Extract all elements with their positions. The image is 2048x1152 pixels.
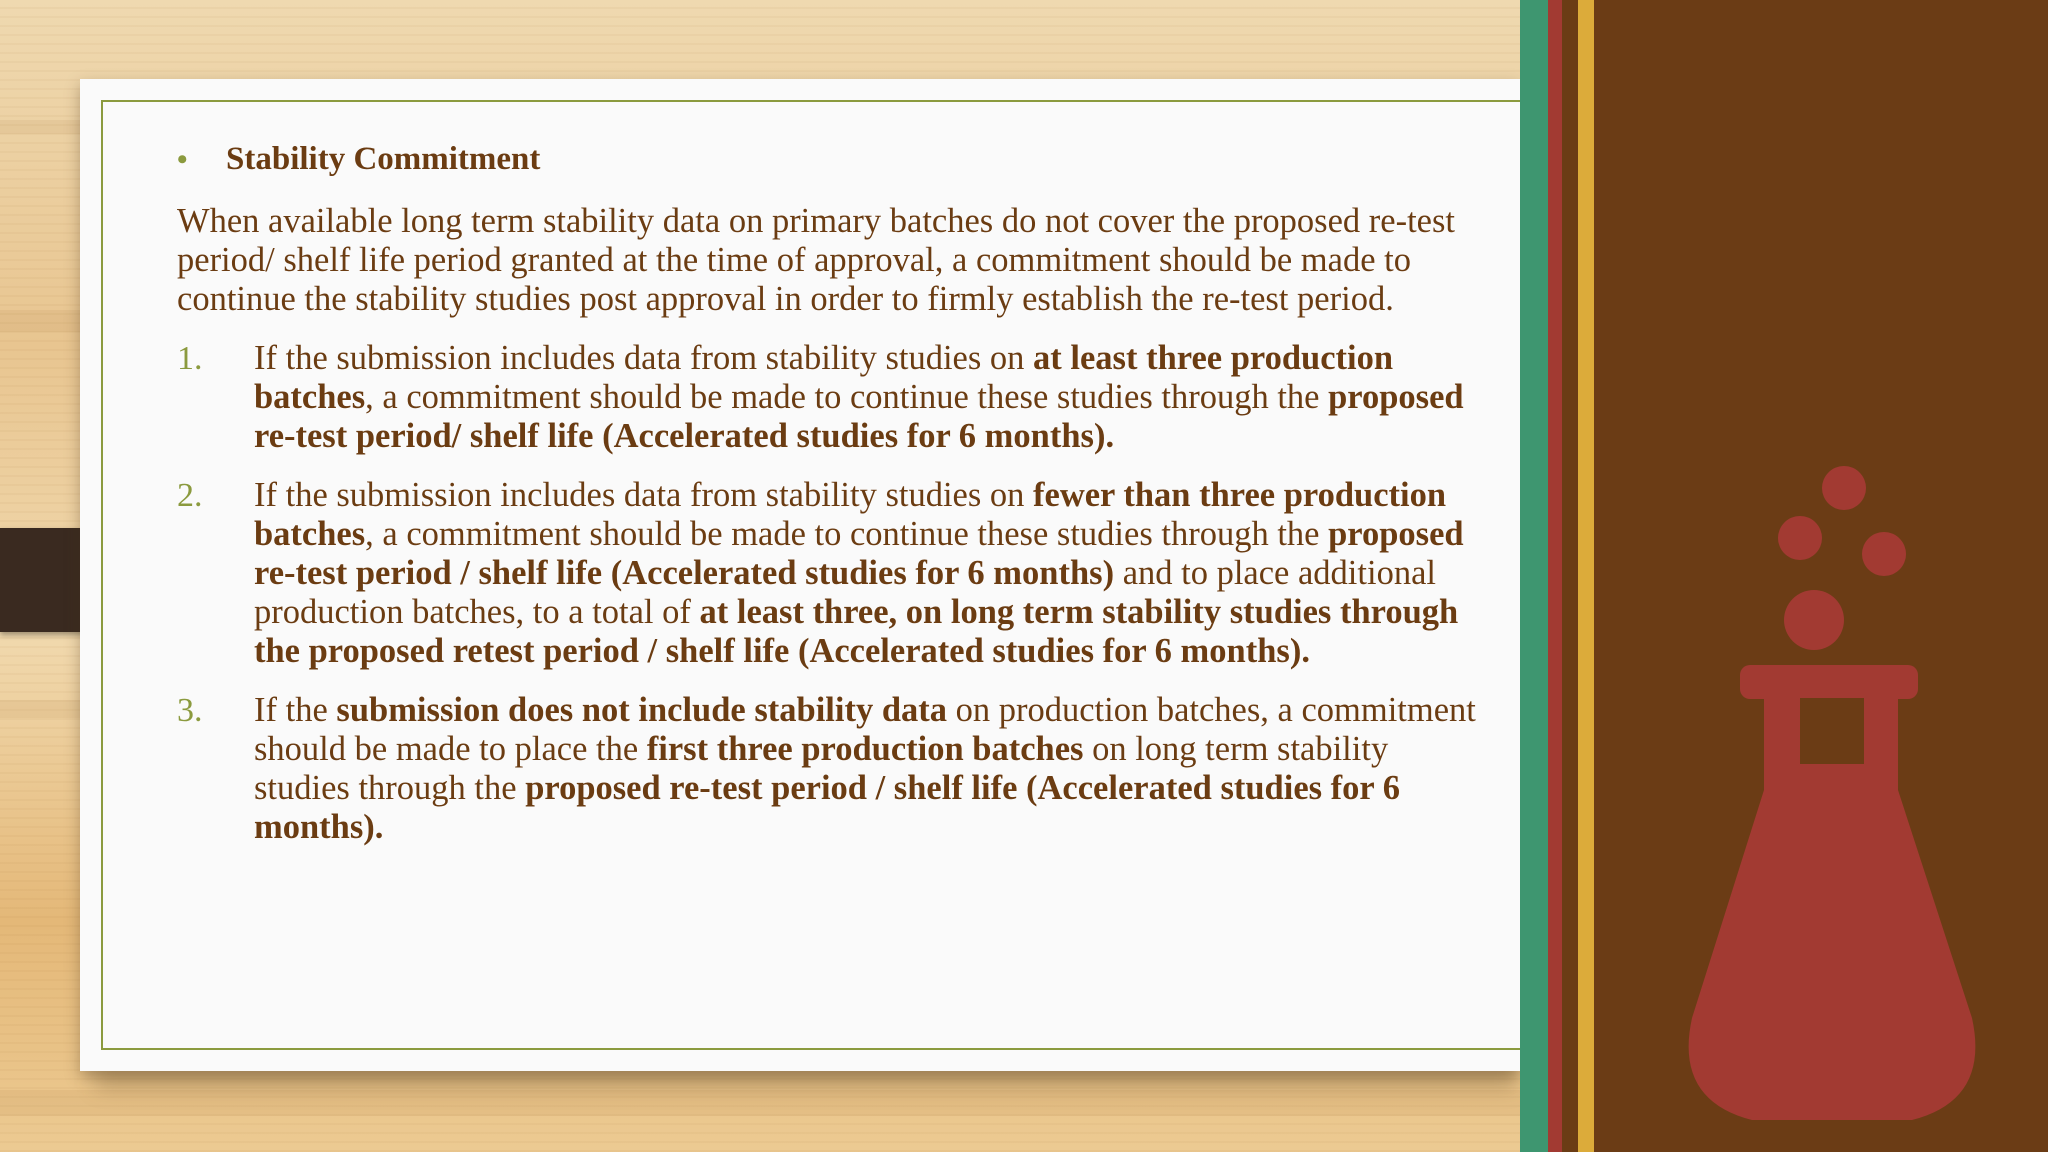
text-segment-bold: at least three, on long term stability studies through the proposed retest period / shelf life (Accelerated studies for 6 months). — [254, 592, 1459, 670]
text-segment-bold: first three production batches — [646, 729, 1084, 768]
commitment-list — [177, 339, 1487, 847]
text-segment-bold: at least three production batches — [254, 338, 1394, 416]
text-segment: and to place additional production batches, to a total of — [254, 553, 1436, 631]
text-segment-bold: proposed re-test period / shelf life (Accelerated studies for 6 months). — [254, 768, 1400, 846]
wood-grain — [0, 1090, 1530, 1116]
text-segment-bold: proposed re-test period/ shelf life (Accelerated studies for 6 months). — [254, 377, 1464, 455]
list-item-text — [254, 339, 1464, 455]
text-segment: on long term stability studies through the — [254, 729, 1389, 807]
text-segment-bold: fewer than three production batches — [254, 475, 1447, 553]
text-segment: If the submission includes data from stability studies on — [254, 475, 1034, 514]
heading-row — [177, 140, 1487, 180]
erlenmeyer-flask-icon — [1672, 460, 1992, 1130]
text-segment-bold: proposed re-test period / shelf life (Accelerated studies for 6 months) — [254, 514, 1464, 592]
list-item — [177, 476, 1487, 671]
list-number: 2. — [177, 476, 203, 514]
text-segment: If the submission includes data from stability studies on — [254, 338, 1034, 377]
list-item-text — [254, 476, 1464, 670]
stripe-green — [1520, 0, 1548, 1152]
slide-heading: Stability Commitment — [226, 141, 541, 177]
slide-content — [177, 140, 1487, 867]
stripe-gap — [1562, 0, 1578, 1152]
intro-paragraph: When available long term stability data on primary batches do not cover the proposed re-test period/ shelf life period granted at the time of approval, a commitment should be made to continue the stability studies post approval in order to firmly establish the re-test period. — [177, 201, 1455, 318]
text-segment: , a commitment should be made to continue these studies through the — [365, 514, 1329, 553]
text-segment-bold: submission does not include stability data — [336, 690, 947, 729]
text-segment: , a commitment should be made to continue these studies through the — [365, 377, 1329, 416]
stripe-red — [1548, 0, 1562, 1152]
list-item-text — [254, 691, 1476, 846]
text-segment: If the — [254, 690, 337, 729]
list-item — [177, 691, 1487, 847]
bullet-glyph: • — [177, 142, 188, 176]
stripe-gold — [1578, 0, 1594, 1152]
list-item — [177, 339, 1487, 456]
list-number: 3. — [177, 691, 203, 729]
text-segment: on production batches, a commitment should be made to place the — [254, 690, 1476, 768]
list-number: 1. — [177, 339, 203, 377]
